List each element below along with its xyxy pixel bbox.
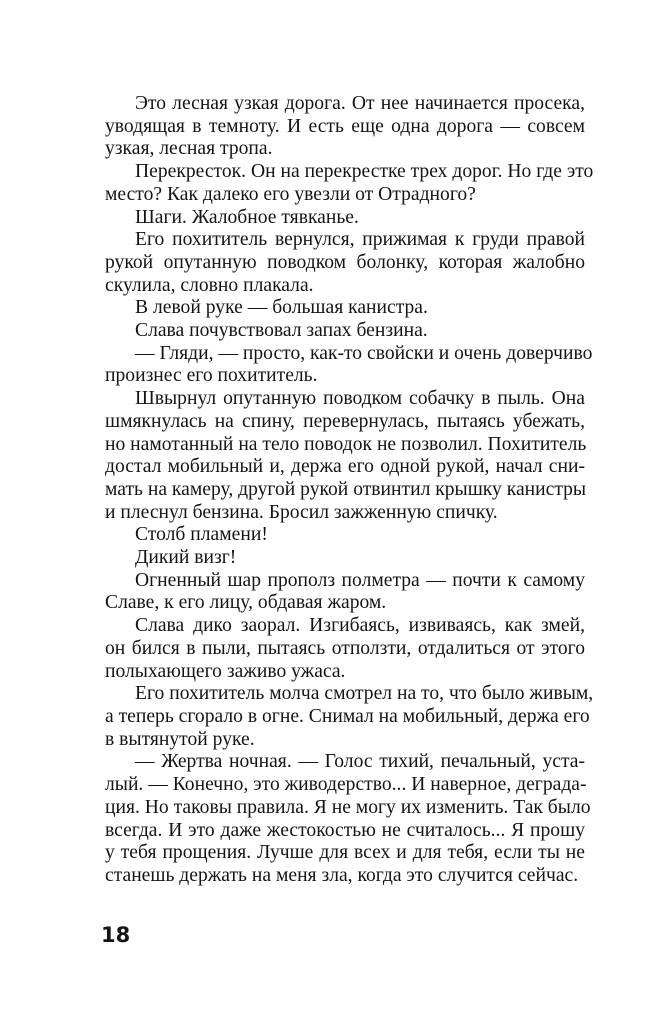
text-line: узкая, лесная тропа. <box>105 138 273 160</box>
text-line: ция. Но таковы правила. Я не могу их изменить. Так было <box>105 796 591 818</box>
paragraph <box>105 320 585 343</box>
paragraph <box>105 297 585 320</box>
text-line: шмякнулась на спину, перевернулась, пытаясь убежать, <box>105 410 585 432</box>
text-line: а теперь сгорало в огне. Снимал на мобильный, держа его <box>105 705 590 727</box>
text-line: Его похититель молча смотрел на то, что было живым, <box>135 683 594 705</box>
paragraph <box>105 388 585 524</box>
text-line: лый. — Конечно, это живодерство... И наверное, деграда- <box>105 774 587 796</box>
text-line: полыхающего заживо ужаса. <box>105 660 346 682</box>
text-line: Огненный шар прополз полметра — почти к самому <box>135 569 585 591</box>
text-line: но намотанный на тело поводок не позволил. Похититель <box>105 433 587 455</box>
text-line: Слава дико заорал. Изгибаясь, извиваясь, как змей, <box>135 615 585 637</box>
paragraph <box>105 207 585 230</box>
text-line: и плеснул бензина. Бросил зажженную спичку. <box>105 501 498 523</box>
text-line: Перекресток. Он на перекрестке трех дорог. Но где это <box>135 161 594 183</box>
text-line: достал мобильный и, держа его одной рукой, начал сни- <box>105 456 585 478</box>
text-line: — Жертва ночная. — Голос тихий, печальный, уста- <box>135 751 585 773</box>
text-line: Слава почувствовал запах бензина. <box>135 320 428 342</box>
text-line: уводящая в темноту. И есть еще одна дорога — совсем <box>105 115 585 137</box>
paragraph <box>105 93 585 161</box>
paragraph <box>105 524 585 547</box>
text-line: В левой руке — большая канистра. <box>135 297 428 319</box>
text-line: произнес его похититель. <box>105 365 318 387</box>
text-line: в вытянутой руке. <box>105 728 255 750</box>
text-line: Это лесная узкая дорога. От нее начинается просека, <box>135 93 585 114</box>
text-line: мать на камеру, другой рукой отвинтил крышку канистры <box>105 478 587 500</box>
text-line: — Гляди, — просто, как-то свойски и очень доверчиво <box>135 342 593 364</box>
text-line: Швырнул опутанную поводком собачку в пыль. Она <box>135 388 585 410</box>
text-line: у тебя прощения. Лучше для всех и для тебя, если ты не <box>105 842 585 864</box>
paragraph <box>105 570 585 615</box>
text-line: скулила, словно плакала. <box>105 274 314 296</box>
paragraph <box>105 229 585 297</box>
text-line: Славе, к его лицу, обдавая жаром. <box>105 592 387 614</box>
page-number: 18 <box>101 923 131 947</box>
text-line: станешь держать на меня зла, когда это случится сейчас. <box>105 864 579 886</box>
text-line: всегда. И это даже жестокостью не считалось... Я прошу <box>105 819 585 841</box>
paragraph <box>105 161 594 206</box>
body-text <box>105 93 594 888</box>
paragraph <box>105 342 593 388</box>
paragraph <box>105 547 585 570</box>
paragraph <box>105 751 591 887</box>
text-line: он бился в пыли, пытаясь отползти, отдалиться от этого <box>105 637 585 659</box>
text-line: Дикий визг! <box>135 547 237 569</box>
paragraph <box>105 615 585 683</box>
paragraph <box>105 683 594 751</box>
text-line: рукой опутанную поводком болонку, которая жалобно <box>105 251 585 273</box>
text-line: Шаги. Жалобное тявканье. <box>135 206 359 228</box>
text-line: Его похититель вернулся, прижимая к груди правой <box>135 229 585 251</box>
text-line: место? Как далеко его увезли от Отрадного? <box>105 183 476 205</box>
text-line: Столб пламени! <box>135 524 268 546</box>
